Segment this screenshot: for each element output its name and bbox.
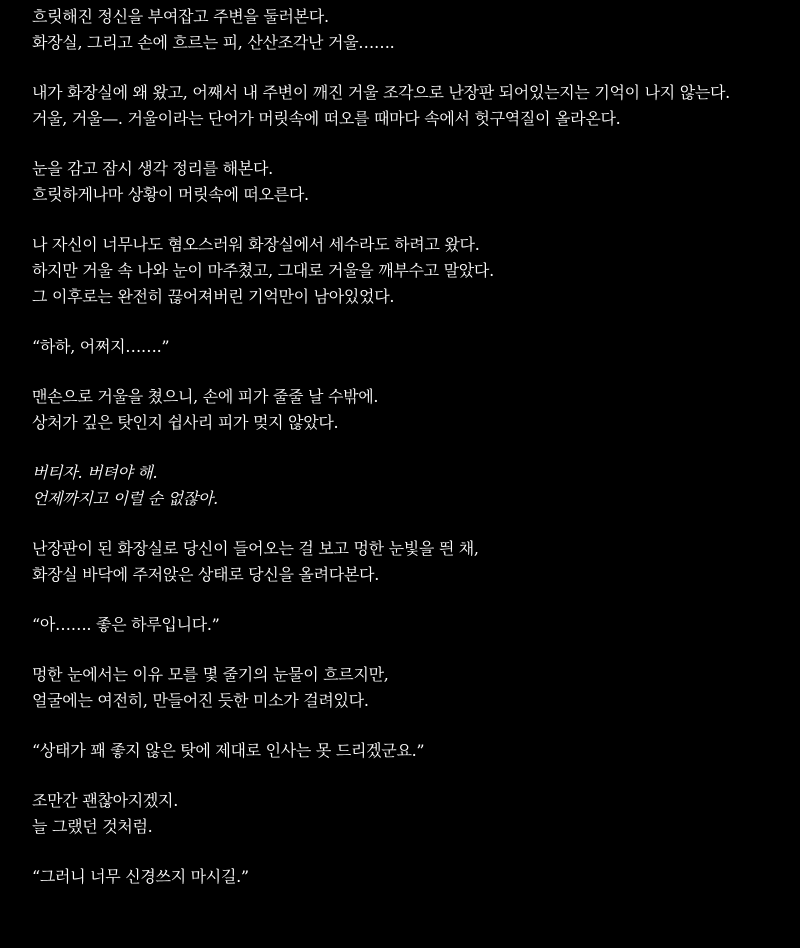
text-line: 흐릿해진 정신을 부여잡고 주변을 둘러본다. — [32, 7, 329, 26]
dialogue-paragraph — [32, 738, 792, 764]
thought-line: 언제까지고 이럴 순 없잖아. — [32, 489, 218, 508]
text-line: 그 이후로는 완전히 끊어져버린 기억만이 남아있었다. — [32, 287, 395, 306]
text-line: 난장판이 된 화장실로 당신이 들어오는 걸 보고 멍한 눈빛을 띈 채, — [32, 539, 479, 558]
text-line: 맨손으로 거울을 쳤으니, 손에 피가 줄줄 날 수밖에. — [32, 387, 379, 406]
paragraph — [32, 232, 792, 310]
text-line: 나 자신이 너무나도 혐오스러워 화장실에서 세수라도 하려고 왔다. — [32, 235, 480, 254]
text-line: 멍한 눈에서는 이유 모를 몇 줄기의 눈물이 흐르지만, — [32, 665, 389, 684]
text-line: 상처가 깊은 탓인지 쉽사리 피가 멎지 않았다. — [32, 413, 339, 432]
dialogue-line: “그러니 너무 신경쓰지 마시길.” — [32, 867, 249, 886]
text-line: 내가 화장실에 왜 왔고, 어째서 내 주변이 깨진 거울 조각으로 난장판 되어있는지는 기억이 나지 않는다. — [32, 83, 730, 102]
text-line: 화장실 바닥에 주저앉은 상태로 당신을 올려다본다. — [32, 565, 379, 584]
text-line: 화장실, 그리고 손에 흐르는 피, 산산조각난 거울……. — [32, 33, 395, 52]
paragraph — [32, 788, 792, 840]
paragraph — [32, 156, 792, 208]
thought-line: 버티자. 버텨야 해. — [32, 463, 158, 482]
text-line: 눈을 감고 잠시 생각 정리를 해본다. — [32, 159, 273, 178]
paragraph — [32, 384, 792, 436]
dialogue-line: “아……. 좋은 하루입니다.” — [32, 615, 220, 634]
paragraph — [32, 536, 792, 588]
paragraph — [32, 80, 792, 132]
dialogue-line: “하하, 어쩌지…….” — [32, 337, 170, 356]
dialogue-paragraph — [32, 612, 792, 638]
text-line: 늘 그랬던 것처럼. — [32, 817, 153, 836]
paragraph — [32, 4, 792, 56]
text-line: 조만간 괜찮아지겠지. — [32, 791, 178, 810]
paragraph — [32, 662, 792, 714]
text-line: 하지만 거울 속 나와 눈이 마주쳤고, 그대로 거울을 깨부수고 말았다. — [32, 261, 494, 280]
text-line: 흐릿하게나마 상황이 머릿속에 떠오른다. — [32, 185, 309, 204]
inner-thought-paragraph — [32, 460, 792, 512]
text-line: 거울, 거울—. 거울이라는 단어가 머릿속에 떠오를 때마다 속에서 헛구역질이 올라온다. — [32, 109, 621, 128]
dialogue-paragraph — [32, 334, 792, 360]
story-text — [32, 4, 792, 914]
text-line: 얼굴에는 여전히, 만들어진 듯한 미소가 걸려있다. — [32, 691, 369, 710]
dialogue-paragraph — [32, 864, 792, 890]
dialogue-line: “상태가 꽤 좋지 않은 탓에 제대로 인사는 못 드리겠군요.” — [32, 741, 425, 760]
